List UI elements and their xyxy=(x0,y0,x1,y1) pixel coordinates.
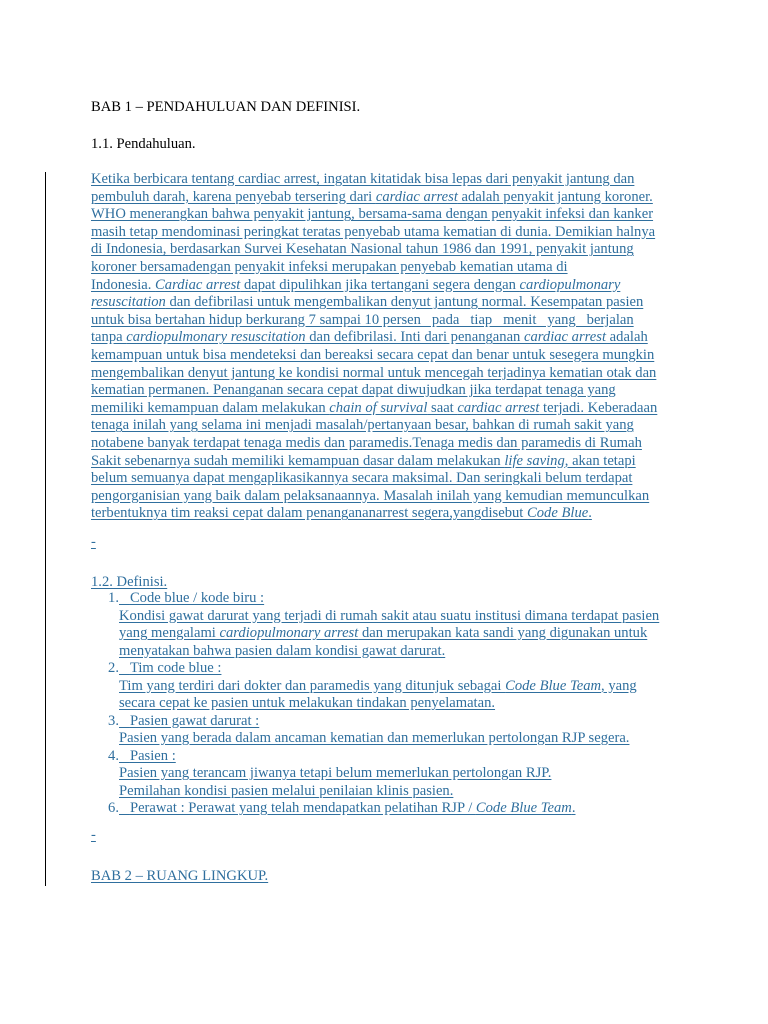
chapter-2-title: BAB 2 – RUANG LINGKUP. xyxy=(91,868,269,884)
intro-paragraph xyxy=(91,171,691,523)
intro-line: koroner bersamadengan penyakit infeksi merupakan penyebab kematian utama di xyxy=(91,258,568,275)
definition-text: Tim yang terdiri dari dokter dan paramedis yang ditunjuk sebagai Code Blue Team, yang xyxy=(119,677,637,694)
definition-text: menyatakan bahwa pasien dalam kondisi gawat darurat. xyxy=(119,642,446,659)
intro-line: kemampuan untuk bisa mendeteksi dan bereaksi secara cepat dan benar untuk sesegera mungkin xyxy=(91,346,655,363)
revision-change-bar xyxy=(45,172,46,886)
definition-list xyxy=(91,590,691,818)
definition-term: 2. Tim code blue : xyxy=(108,660,222,676)
definition-term: 4. Pasien : xyxy=(108,747,176,764)
intro-line: resuscitation dan defibrilasi untuk mengembalikan denyut jantung normal. Kesempatan pasien xyxy=(91,294,644,311)
intro-line: terbentuknya tim reaksi cepat dalam penangananarrest segera,yangdisebut Code Blue. xyxy=(91,505,592,522)
intro-line: untuk bisa bertahan hidup berkurang 7 sampai 10 persen pada tiap menit yang berjalan xyxy=(91,311,634,328)
intro-line: tenaga inilah yang selama ini menjadi masalah/pertanyaan besar, bahkan di rumah sakit yang xyxy=(91,417,634,434)
definition-text: Pasien yang terancam jiwanya tetapi belum memerlukan pertolongan RJP. xyxy=(119,765,552,781)
definition-text: Pemilahan kondisi pasien melalui penilaian klinis pasien. xyxy=(119,782,454,799)
intro-line: tanpa cardiopulmonary resuscitation dan defibrilasi. Inti dari penanganan cardiac arrest adalah xyxy=(91,329,648,346)
intro-line: pembuluh darah, karena penyebab tersering dari cardiac arrest adalah penyakit jantung koroner. xyxy=(91,188,653,205)
intro-line: kematian permanen. Penanganan secara cepat dapat diwujudkan jika terdapat tenaga yang xyxy=(91,382,616,399)
intro-line: mengembalikan denyut jantung ke kondisi normal untuk mencegah terjadinya kematian otak dan xyxy=(91,364,657,381)
intro-line: pengorganisian yang baik dalam pelaksanaannya. Masalah inilah yang kemudian memunculkan xyxy=(91,487,650,504)
definition-text: Pasien yang berada dalam ancaman kematian dan memerlukan pertolongan RJP segera. xyxy=(119,730,630,746)
intro-line: Ketika berbicara tentang cardiac arrest, ingatan kitatidak bisa lepas dari penyakit jantung dan xyxy=(91,171,635,187)
intro-line: WHO menerangkan bahwa penyakit jantung, bersama-sama dengan penyakit infeksi dan kanker xyxy=(91,206,654,223)
inserted-paragraph-marker: - xyxy=(91,534,96,550)
section-1-2-title: 1.2. Definisi. xyxy=(91,574,168,590)
intro-line: memiliki kemampuan dalam melakukan chain of survival saat cardiac arrest terjadi. Keberadaan xyxy=(91,399,658,416)
intro-line: Indonesia. Cardiac arrest dapat dipulihkan jika tertangani segera dengan cardiopulmonary xyxy=(91,276,621,293)
definition-text: yang mengalami cardiopulmonary arrest dan merupakan kata sandi yang digunakan untuk xyxy=(119,625,648,641)
intro-line: notabene banyak terdapat tenaga medis dan paramedis.Tenaga medis dan paramedis di Rumah xyxy=(91,434,642,451)
intro-line: Sakit sebenarnya sudah memiliki kemampuan dasar dalam melakukan life saving, akan tetapi xyxy=(91,452,636,469)
intro-line: di Indonesia, berdasarkan Survei Kesehatan Nasional tahun 1986 dan 1991, penyakit jantung xyxy=(91,241,634,258)
definition-text: secara cepat ke pasien untuk melakukan tindakan penyelamatan. xyxy=(119,695,496,711)
intro-line: masih tetap mendominasi peringkat teratas penyebab utama kematian di dunia. Demikian halnya xyxy=(91,223,656,240)
definition-term: 6. Perawat : Perawat yang telah mendapatkan pelatihan RJP / Code Blue Team. xyxy=(108,800,576,816)
definition-term: 1. Code blue / kode biru : xyxy=(108,590,265,606)
intro-line: belum semuanya dapat mengaplikasikannya secara maksimal. Dan seringkali belum terdapat xyxy=(91,470,633,487)
definition-term: 3. Pasien gawat darurat : xyxy=(108,712,260,729)
definition-text: Kondisi gawat darurat yang terjadi di rumah sakit atau suatu institusi dimana terdapat pasien xyxy=(119,607,660,624)
section-1-1-title: 1.1. Pendahuluan. xyxy=(91,136,196,152)
inserted-paragraph-marker: - xyxy=(91,827,96,843)
chapter-1-title: BAB 1 – PENDAHULUAN DAN DEFINISI. xyxy=(91,99,361,115)
